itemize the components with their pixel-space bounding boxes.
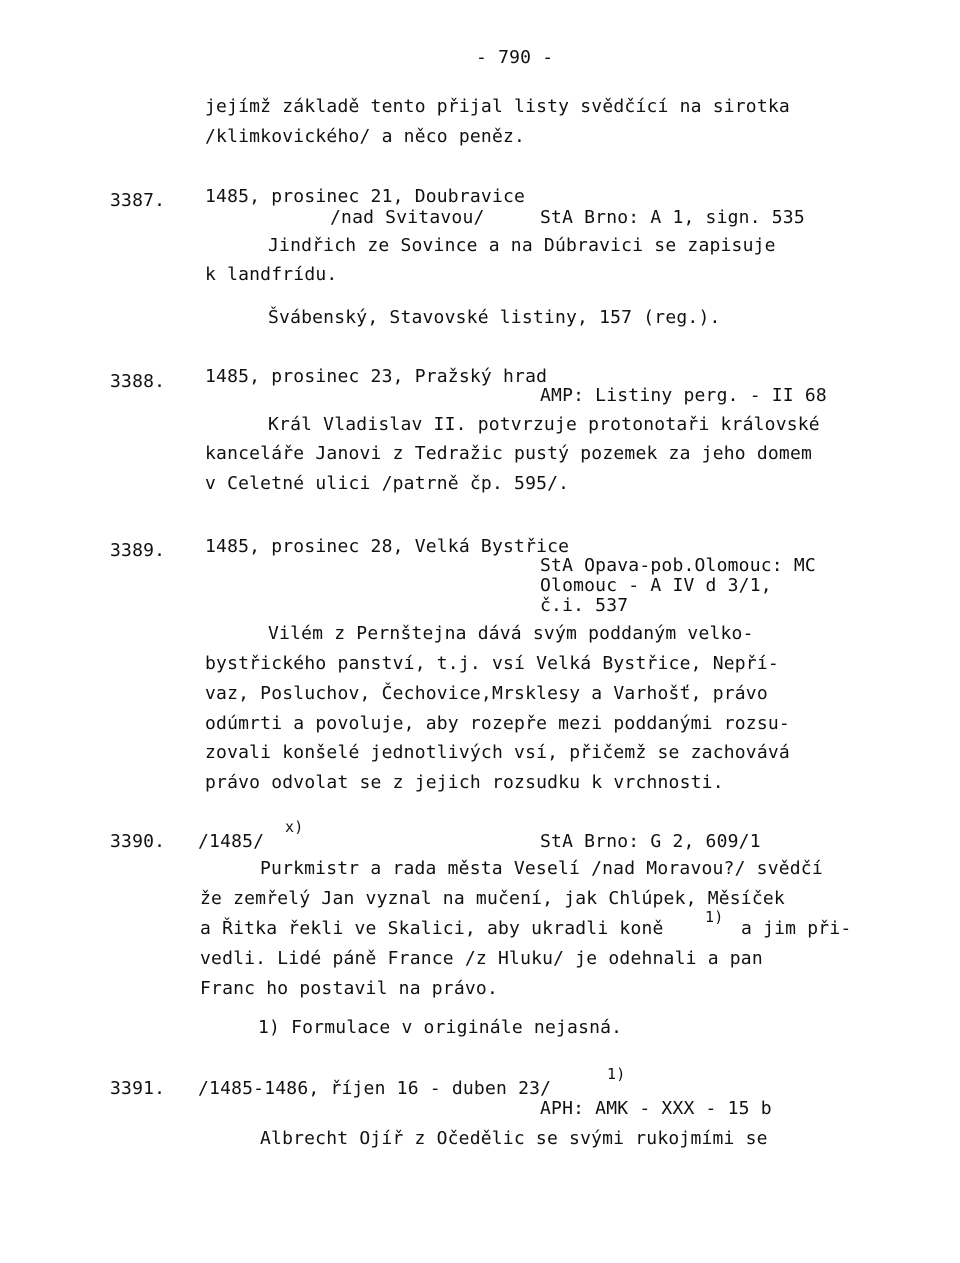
intro-line-1: jejímž základě tento přijal listy svědčící na sirotka <box>205 96 790 117</box>
footnote: 1) Formulace v originále nejasná. <box>258 1017 623 1038</box>
entry-number: 3388. <box>110 371 166 392</box>
entry-body-line: Vilém z Pernštejna dává svým poddaným velko- <box>268 623 754 644</box>
entry-header: /1485/ <box>198 831 265 852</box>
intro-line-2: /klimkovického/ a něco peněz. <box>205 126 526 147</box>
entry-header: 1485, prosinec 28, Velká Bystřice <box>205 536 570 557</box>
entry-reference: Švábenský, Stavovské listiny, 157 (reg.). <box>268 307 721 328</box>
entry-source-line: Olomouc - A IV d 3/1, <box>540 575 772 596</box>
entry-number: 3390. <box>110 831 166 852</box>
entry-number: 3387. <box>110 190 166 211</box>
entry-number: 3391. <box>110 1078 166 1099</box>
entry-body-line: právo odvolat se z jejich rozsudku k vrchnosti. <box>205 772 724 793</box>
entry-source: StA Brno: A 1, sign. 535 <box>540 207 805 228</box>
entry-header-superscript: x) <box>285 818 304 836</box>
entry-body-line: v Celetné ulici /patrně čp. 595/. <box>205 473 570 494</box>
entry-body-line: vaz, Posluchov, Čechovice,Mrsklesy a Varhošť, právo <box>205 683 768 704</box>
entry-number: 3389. <box>110 540 166 561</box>
entry-body-line: Purkmistr a rada města Veselí /nad Moravou?/ svědčí <box>260 858 823 879</box>
page-number: - 790 - <box>476 47 554 68</box>
entry-header-place: /nad Svitavou/ <box>330 207 485 228</box>
entry-body-superscript: 1) <box>705 908 724 926</box>
entry-body-line-tail: a jim při- <box>730 918 852 939</box>
entry-header-superscript: 1) <box>607 1065 626 1083</box>
entry-body-line: Franc ho postavil na právo. <box>200 978 498 999</box>
entry-body-line: že zemřelý Jan vyznal na mučení, jak Chlúpek, Měsíček <box>200 888 785 909</box>
entry-body-line: k landfrídu. <box>205 264 338 285</box>
entry-source: StA Brno: G 2, 609/1 <box>540 831 761 852</box>
entry-body-line: Albrecht Ojíř z Očedělic se svými rukojmími se <box>260 1128 768 1149</box>
entry-source-line: č.i. 537 <box>540 595 629 616</box>
entry-body-line: odúmrti a povoluje, aby rozepře mezi poddanými rozsu- <box>205 713 790 734</box>
entry-body-line: vedli. Lidé páně France /z Hluku/ je odehnali a pan <box>200 948 763 969</box>
entry-body-line: Král Vladislav II. potvrzuje protonotaři královské <box>268 414 820 435</box>
entry-header: 1485, prosinec 23, Pražský hrad <box>205 366 548 387</box>
entry-source: AMP: Listiny perg. - II 68 <box>540 385 827 406</box>
entry-body-line: a Řitka řekli ve Skalici, aby ukradli koně <box>200 918 664 939</box>
entry-source: APH: AMK - XXX - 15 b <box>540 1098 772 1119</box>
entry-header: 1485, prosinec 21, Doubravice <box>205 186 526 207</box>
entry-source-line: StA Opava-pob.Olomouc: MC <box>540 555 816 576</box>
entry-body-line: bystřického panství, t.j. vsí Velká Bystřice, Nepří- <box>205 653 779 674</box>
entry-body-line: Jindřich ze Sovince a na Dúbravici se zapisuje <box>268 235 776 256</box>
entry-header: /1485-1486, říjen 16 - duben 23/ <box>198 1078 552 1099</box>
entry-body-line: kanceláře Janovi z Tedražic pustý pozemek za jeho domem <box>205 443 813 464</box>
entry-body-line: zovali konšelé jednotlivých vsí, přičemž se zachovává <box>205 742 790 763</box>
